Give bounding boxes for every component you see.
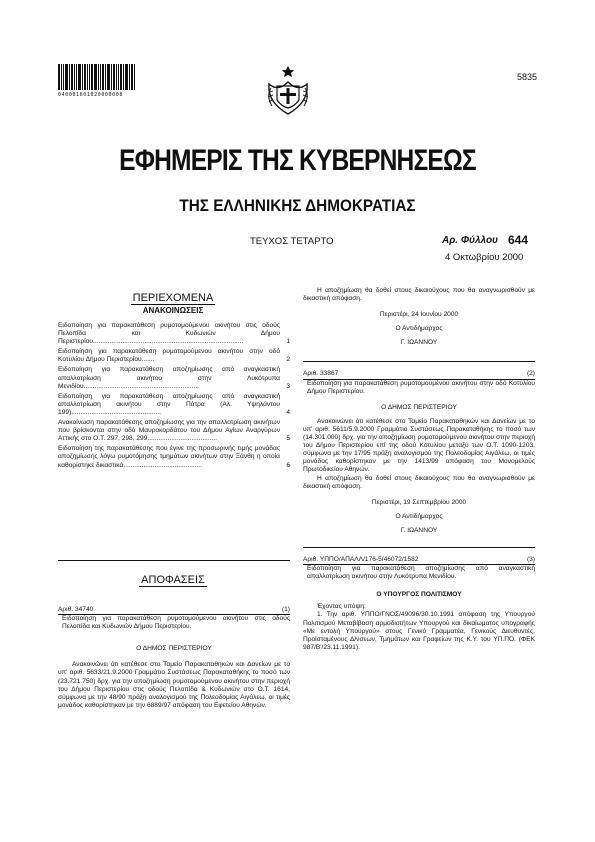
signature-2-place-date: Περιστέρι, 19 Σεπτεμβρίου 2000 [371, 498, 467, 506]
issue-label: ΤΕΥΧΟΣ ΤΕΤΑΡΤΟ [250, 236, 334, 247]
coat-of-arms-emblem [263, 62, 313, 120]
decision-2-body: Ανακοινώνει ότι κατέθεσε στο Ταμείο Παρακαταθηκών και Δανείων με το υπ' αριθ. 5611/5.9.2000 Γραμμάτιο Συστάσεως Παρακαταθήκης το ποσό των (14.301.000) δρχ. για την αποζημίωση ρυμοτομούμενου ακινήτου στην περιοχή του Δήμου Περιστερίου επί της οδού Κοτυλίου μεταξύ των Ο.Τ. 1090-1203, σύμφωνα με την 17/95 πράξη αναλογισμού της Πολεοδομίας Αιγάλεω, οι τιμές μονάδος καθορίστηκαν με την 1413/99 απόφαση του Μονομελούς Πρωτοδικείου Αθηνών. [303, 417, 535, 474]
toc-section-heading: ΑΝΑΚΟΙΝΩΣΕΙΣ [142, 306, 204, 315]
signature-2-role: Ο Αντιδήμαρχος [395, 512, 443, 520]
toc-entry-text: Ειδοποίηση για παρακατάθεση ρυμοτομούμενου ακινήτου στις οδούς Πελοπίδα και Κυδωνιών Δήμου Περιστερίου.................................................................................. [58, 322, 280, 346]
toc-entry[interactable] [58, 322, 290, 346]
decision-2-title: Ειδοποίηση για παρακατάθεση ρυμοτομουμένου ακινήτου στην οδό Κοτυλίου Δήμου Περιστερίου. [307, 379, 535, 395]
toc-entry-page: 5 [286, 435, 290, 443]
decision-1-title: Ειδοποίηση για παρακατάθεση ρυμοτομούμενου ακινήτου στις οδούς Πελοπίδα και Κυδωνιών Δήμου Περιστερίου. [62, 615, 290, 631]
decision-2-number: (2) [526, 370, 535, 378]
barcode [58, 64, 148, 90]
issue-date: 4 Οκτωβρίου 2000 [445, 252, 524, 263]
decision-1-ref-row [58, 606, 290, 615]
decision-3-authority: Ο ΥΠΟΥΡΓΟΣ ΠΟΛΙΤΙΣΜΟΥ [376, 591, 462, 599]
toc-entry[interactable] [58, 393, 290, 417]
decision-3-title: Ειδοποίηση για παρακατάθεση αποζημίωσης από αναγκαστική απαλλοτρίωση ακινήτου στην Λυκότρυπα Μενιδίου. [307, 565, 535, 581]
toc-entry-page: 3 [286, 382, 290, 390]
decision-1-ref: Αριθ. 34740 [58, 606, 94, 613]
toc-entry-page: 4 [286, 408, 290, 416]
decision-3-ref-row [303, 556, 535, 565]
toc-entry[interactable] [58, 419, 290, 443]
gazette-subtitle: ΤΗΣ ΕΛΛΗΝΙΚΗΣ ΔΗΜΟΚΡΑΤΙΑΣ [179, 196, 416, 215]
toc-entry-text: Ειδοποίηση της παρακατάθεσης που έγινε της προσωρινής τιμής μονάδας αποζημίωσης λόγω ρυμοτόμησης τμημάτων ακινήτων στην Ξάνθη η οποία καθορίστηκε δικαστικά........................................... [58, 445, 280, 469]
decision-3-number: (3) [526, 555, 535, 563]
right-column [303, 287, 535, 652]
decision-3-ref: Αριθ. ΥΠΠΟ/ΑΠΑΛΛ/176-5/46072/1582 [303, 555, 419, 563]
signature-1-role: Ο Αντιδήμαρχος [395, 325, 443, 333]
toc-entry-page: 1 [286, 338, 290, 346]
toc-entry-text: Ειδοποίηση για παρακατάθεση αποζημίωσης από αναγκαστική απαλλοτρίωση ακινήτου στην Πάτρα (Αλ. Υψηλάντου 199)................................................. [58, 392, 280, 416]
decision-2-ref: Αριθ. 33867 [303, 370, 339, 378]
toc-entry[interactable] [58, 348, 290, 364]
barcode-number: 040001601020000008 [58, 92, 123, 98]
decision-3-item-1: 1. Την αριθ. ΥΠΠΟ/ΓΝΟΣ/49096/30.10.1991 απόφαση της Υπουργού Πολιτισμού Μεταβίβαση αρμοδιοτήτων Υπουργού και δικαίωματος υπογραφής «Με εντολή Υπουργού» στους Γενικό Γραμματέα, Γενικούς Διευθυντές, Προϊσταμένους Δ/νσεων, Τμημάτων και Γραφείων της Κ.Υ. του ΥΠ.ΠΟ. (ΦΕΚ 987/Β'/23.11.1991). [303, 611, 535, 651]
decision-1-continuation: Η αποζημίωση θα δοθεί στους δικαιούχους που θα αναγνωρισθούν με δικαστική απόφαση. [303, 287, 535, 303]
decision-1-number: (1) [281, 606, 290, 613]
toc-entry-page: 6 [286, 461, 290, 469]
signature-1-name: Γ. ΙΩΑΝΝΟΥ [400, 339, 438, 347]
toc-entry-text: Ειδοποίηση για παρακατάθεση ρυμοτομούμενου ακινήτου στην οδό Κοτυλίου Δήμου Περιστερίου....... [58, 348, 280, 364]
decision-divider [303, 547, 535, 548]
toc-heading [58, 292, 288, 304]
decision-1 [58, 606, 290, 710]
toc-entry[interactable] [58, 366, 290, 390]
decision-divider [303, 361, 535, 362]
signature-1-place-date: Περιστέρι, 24 Ιουνίου 2000 [379, 311, 459, 319]
decision-2-ref-row [303, 370, 535, 379]
toc-heading-text: ΠΕΡΙΕΧΟΜΕΝΑ [132, 292, 214, 304]
section-divider [58, 560, 290, 561]
decision-3-intro: Έχοντας υπόψη: [317, 603, 366, 611]
toc-entry[interactable] [58, 445, 290, 469]
toc-entry-text: Ανακοίνωση παρακατάθεσης αποζημίωσης για την απαλλοτρίωση ακινήτων που βρίσκονται στην οδό Μαυροκορδάτου του Δήμου Αγίων Αναργύρων Αττικής στο Ο.Τ. 297, 298, 299...................................... [58, 419, 280, 443]
sheet-number: 644 [508, 233, 529, 247]
decision-2-authority: Ο ΔΗΜΟΣ ΠΕΡΙΣΤΕΡΙΟΥ [381, 403, 457, 411]
decision-2-body-2: Η αποζημίωση θα δοθεί στους δικαιούχους που θα αναγνωρισθούν με δικαστική απόφαση. [303, 474, 535, 490]
sheet-label: Αρ. Φύλλου [442, 235, 498, 246]
toc-list [58, 322, 290, 472]
decision-1-body: Ανακοινώνει ότι κατέθεσε στο Ταμείο Παρακαταθηκών και Δανείων με το υπ' αριθ. 5633/21.9.2000 Γραμμάτιο Συστάσεως Παρακαταθήκης το ποσό των (23.721.750) δρχ. για την αποζημίωση ρυμοτομούμενου ακινήτου στην περιοχή του Δήμου Περιστερίου στις οδούς Πελοπίδα & Κυδωνιών στο Ο.Τ. 1614, σύμφωνα με την 48/90 πράξη αναλογισμού της Πολεοδομίας Αιγάλεω, οι τιμές μονάδος καθορίστηκαν με την 6889/97 απόφαση του Εφετείου Αθηνών. [58, 661, 290, 709]
decisions-heading [58, 574, 288, 586]
signature-2-name: Γ. ΙΩΑΝΝΟΥ [400, 526, 438, 534]
toc-entry-page: 2 [286, 356, 290, 364]
gazette-title: ΕΦΗΜΕΡΙΣ ΤΗΣ ΚΥΒΕΡΝΗΣΕΩΣ [119, 144, 476, 177]
decision-1-authority: Ο ΔΗΜΟΣ ΠΕΡΙΣΤΕΡΙΟΥ [136, 645, 212, 653]
decisions-heading-text: ΑΠΟΦΑΣΕΙΣ [141, 574, 205, 586]
page-number: 5835 [516, 72, 537, 82]
toc-entry-text: Ειδοποίηση για παρακατάθεση αποζημίωσης από αναγκαστική απαλλοτρίωση ακινήτου στην Λυκότρυπα Μενιδίου............................................................... [58, 366, 280, 390]
